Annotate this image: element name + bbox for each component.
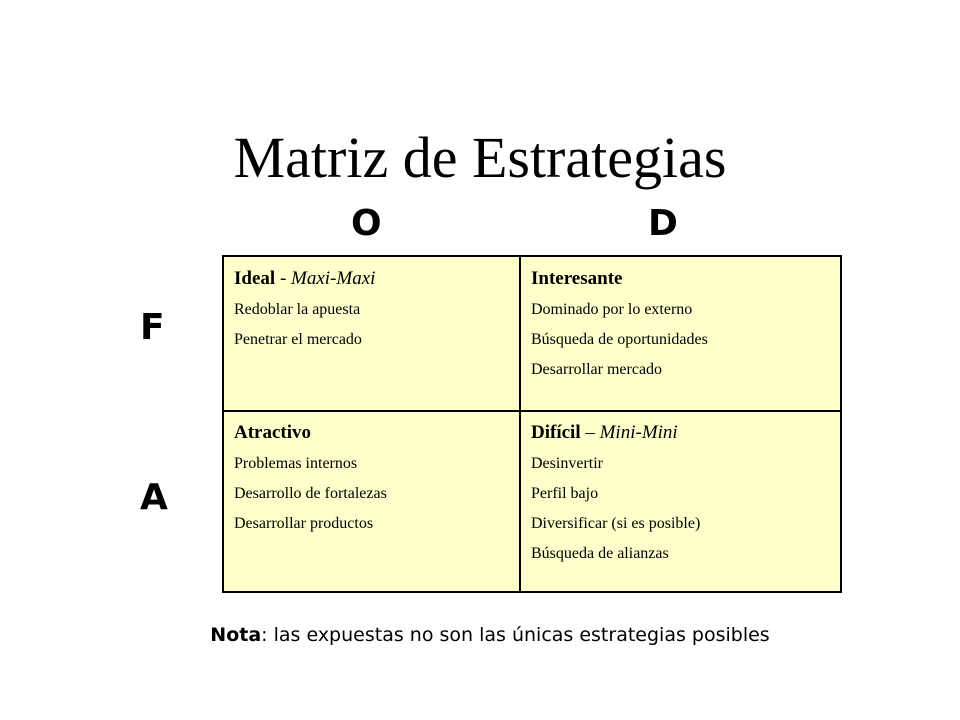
footnote-text: : las expuestas no son las únicas estrategias posibles — [261, 624, 770, 646]
column-label-d: D — [648, 203, 678, 244]
cell-item: Perfil bajo — [531, 485, 599, 502]
cell-dificil — [531, 421, 700, 569]
footnote-label: Nota — [210, 624, 262, 646]
cell-heading-separator: - — [275, 268, 292, 289]
cell-heading — [531, 267, 708, 291]
cell-interesante — [531, 267, 708, 385]
cell-heading — [234, 267, 375, 291]
cell-heading-main: Ideal — [234, 268, 276, 289]
cell-heading-main: Atractivo — [234, 422, 312, 443]
matrix-vertical-divider — [519, 257, 521, 591]
cell-item: Problemas internos — [234, 455, 358, 472]
cell-item: Búsqueda de oportunidades — [531, 331, 708, 348]
cell-heading-main: Interesante — [531, 268, 623, 289]
page-title: Matriz de Estrategias — [233, 125, 727, 190]
cell-item: Redoblar la apuesta — [234, 301, 361, 318]
cell-heading-main: Difícil — [531, 422, 581, 443]
cell-atractivo — [234, 421, 387, 539]
cell-heading — [234, 421, 387, 445]
strategy-matrix — [222, 255, 842, 593]
cell-ideal — [234, 267, 375, 355]
cell-item: Diversificar (si es posible) — [531, 515, 701, 532]
row-label-f: F — [140, 307, 165, 348]
footnote — [0, 622, 960, 648]
cell-item: Dominado por lo externo — [531, 301, 693, 318]
cell-heading-sub: Maxi-Maxi — [291, 268, 376, 289]
cell-item: Penetrar el mercado — [234, 331, 362, 348]
cell-heading-separator: – — [580, 422, 600, 443]
row-label-a: A — [140, 477, 168, 518]
cell-item: Desinvertir — [531, 455, 603, 472]
cell-item: Desarrollar productos — [234, 515, 374, 532]
matrix-horizontal-divider — [224, 410, 840, 412]
cell-item: Búsqueda de alianzas — [531, 545, 669, 562]
cell-heading-sub: Mini-Mini — [599, 422, 678, 443]
cell-item: Desarrollar mercado — [531, 361, 663, 378]
column-label-o: O — [351, 203, 382, 244]
cell-heading — [531, 421, 700, 445]
cell-item: Desarrollo de fortalezas — [234, 485, 387, 502]
